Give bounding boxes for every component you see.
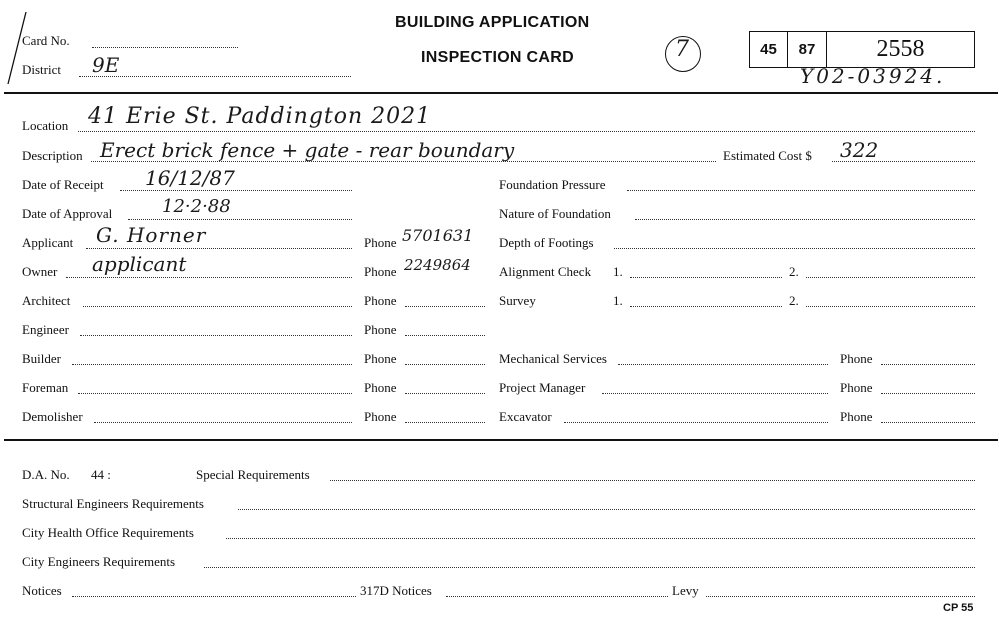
levy-line <box>706 596 975 597</box>
card-number-box <box>826 31 975 68</box>
architect-phone-line <box>405 306 485 307</box>
levy-label: Levy <box>672 583 699 598</box>
survey-opt1: 1. <box>613 293 623 308</box>
form-code: CP 55 <box>943 602 974 614</box>
description-value: Erect brick fence + gate - rear boundary <box>100 138 515 162</box>
applicant-phone-value: 5701631 <box>402 226 474 245</box>
card-box-1 <box>749 31 788 68</box>
applicant-value: G. Horner <box>96 223 207 247</box>
title-line-1: BUILDING APPLICATION <box>395 14 590 31</box>
builder-phone-label: Phone <box>364 351 397 366</box>
card-box-2 <box>787 31 827 68</box>
demolisher-phone-label: Phone <box>364 409 397 424</box>
engineer-phone-label: Phone <box>364 322 397 337</box>
da-no-value: 44 : <box>91 467 111 482</box>
nature-of-foundation-line <box>635 219 975 220</box>
date-of-receipt-line <box>120 190 352 191</box>
location-value: 41 Erie St. Paddington 2021 <box>88 104 432 129</box>
demolisher-label: Demolisher <box>22 409 83 424</box>
notices-317d-line <box>446 596 668 597</box>
card-box-1-value: 45 <box>760 41 777 58</box>
excavator-phone-label: Phone <box>840 409 873 424</box>
district-line <box>79 76 351 77</box>
date-of-receipt-label: Date of Receipt <box>22 177 104 192</box>
survey-label: Survey <box>499 293 536 308</box>
mechanical-services-phone-label: Phone <box>840 351 873 366</box>
city-health-label: City Health Office Requirements <box>22 525 194 540</box>
date-of-approval-label: Date of Approval <box>22 206 113 221</box>
excavator-line <box>564 422 828 423</box>
mechanical-services-phone-line <box>881 364 975 365</box>
applicant-phone-label: Phone <box>364 235 397 250</box>
city-health-line <box>226 538 975 539</box>
top-divider <box>4 92 998 94</box>
district-label: District <box>22 62 61 77</box>
applicant-label: Applicant <box>22 235 74 250</box>
alignment-check-line-1 <box>630 277 782 278</box>
architect-phone-label: Phone <box>364 293 397 308</box>
mechanical-services-label: Mechanical Services <box>499 351 607 366</box>
date-of-approval-value: 12·2·88 <box>162 196 231 217</box>
foundation-pressure-label: Foundation Pressure <box>499 177 606 192</box>
depth-of-footings-label: Depth of Footings <box>499 235 594 250</box>
structural-engineers-line <box>238 509 975 510</box>
project-manager-phone-line <box>881 393 975 394</box>
builder-label: Builder <box>22 351 61 366</box>
applicant-line <box>86 248 352 249</box>
notices-317d-label: 317D Notices <box>360 583 432 598</box>
special-requirements-line <box>330 480 975 481</box>
excavator-label: Excavator <box>499 409 552 424</box>
builder-phone-line <box>405 364 485 365</box>
foreman-line <box>78 393 352 394</box>
foundation-pressure-line <box>627 190 975 191</box>
circled-number-value: 7 <box>675 37 689 62</box>
foreman-label: Foreman <box>22 380 69 395</box>
foreman-phone-line <box>405 393 485 394</box>
card-number-value: 2558 <box>876 36 925 62</box>
description-label: Description <box>22 148 83 163</box>
survey-opt2: 2. <box>789 293 799 308</box>
owner-value: applicant <box>92 252 187 276</box>
city-engineers-label: City Engineers Requirements <box>22 554 176 569</box>
owner-label: Owner <box>22 264 58 279</box>
demolisher-phone-line <box>405 422 485 423</box>
builder-line <box>72 364 352 365</box>
title-line-2: INSPECTION CARD <box>421 49 574 66</box>
survey-line-2 <box>806 306 975 307</box>
file-number-handwritten: Y02-03924. <box>800 64 946 88</box>
alignment-check-opt2: 2. <box>789 264 799 279</box>
estimated-cost-value: 322 <box>840 138 879 162</box>
engineer-line <box>80 335 352 336</box>
depth-of-footings-line <box>614 248 975 249</box>
city-engineers-line <box>204 567 975 568</box>
architect-line <box>83 306 352 307</box>
engineer-label: Engineer <box>22 322 69 337</box>
district-value: 9E <box>92 53 120 77</box>
architect-label: Architect <box>22 293 71 308</box>
notices-label: Notices <box>22 583 62 598</box>
project-manager-phone-label: Phone <box>840 380 873 395</box>
demolisher-line <box>94 422 352 423</box>
structural-engineers-label: Structural Engineers Requirements <box>22 496 204 511</box>
location-line <box>78 131 975 132</box>
estimated-cost-label: Estimated Cost $ <box>723 148 812 163</box>
project-manager-label: Project Manager <box>499 380 586 395</box>
owner-phone-label: Phone <box>364 264 397 279</box>
location-label: Location <box>22 118 69 133</box>
date-of-receipt-value: 16/12/87 <box>145 166 235 190</box>
foreman-phone-label: Phone <box>364 380 397 395</box>
project-manager-line <box>602 393 828 394</box>
special-requirements-label: Special Requirements <box>196 467 310 482</box>
owner-line <box>66 277 352 278</box>
notices-line <box>72 596 356 597</box>
alignment-check-line-2 <box>806 277 975 278</box>
nature-of-foundation-label: Nature of Foundation <box>499 206 611 221</box>
card-box-2-value: 87 <box>798 41 816 58</box>
alignment-check-opt1: 1. <box>613 264 623 279</box>
engineer-phone-line <box>405 335 485 336</box>
mechanical-services-line <box>618 364 828 365</box>
excavator-phone-line <box>881 422 975 423</box>
middle-divider <box>4 439 998 441</box>
da-no-label: D.A. No. <box>22 467 70 482</box>
card-no-label: Card No. <box>22 33 70 48</box>
date-of-approval-line <box>128 219 352 220</box>
card-no-line <box>92 47 238 48</box>
alignment-check-label: Alignment Check <box>499 264 592 279</box>
owner-phone-value: 2249864 <box>404 256 471 274</box>
survey-line-1 <box>630 306 782 307</box>
